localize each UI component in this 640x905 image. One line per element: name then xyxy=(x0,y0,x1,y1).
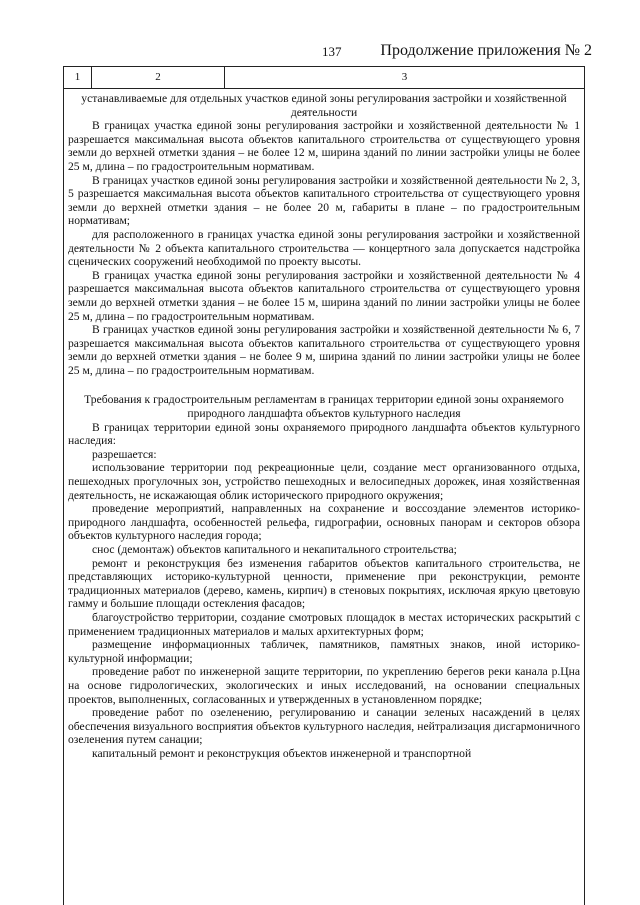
paragraph: В границах участков единой зоны регулирования застройки и хозяйственной деятельности № 6, 7 разрешается максимальная высота объектов капитального строительства от существующего уровня земли до верхней отметки здания – не более 9 м, ширина зданий по линии застройки улицы не более 25 м, длина – по градостроительным нормативам. xyxy=(68,323,580,377)
paragraph: проведение работ по инженерной защите территории, по укреплению берегов реки канала р.Цна на основе гидрологических, экологических и иных исследований, на основании специальных проектов, выполненных, согласованных и утвержденных в установленном порядке; xyxy=(68,665,580,706)
paragraph: проведение работ по озеленению, регулированию и санации зеленых насаждений в целях обеспечения визуального восприятия объектов культурного наследия, нейтрализация дисгармоничного озеленения путем санации; xyxy=(68,706,580,747)
paragraph: использование территории под рекреационные цели, создание мест организованного отдыха, пешеходных прогулочных зон, устройство пешеходных и велосипедных дорожек, иная хозяйственная деятельность, не искажающая облик исторического природного окружения; xyxy=(68,461,580,502)
section-heading-continued: устанавливаемые для отдельных участков единой зоны регулирования застройки и хозяйственной деятельности xyxy=(81,92,567,119)
paragraph: благоустройство территории, создание смотровых площадок в местах исторических раскрытий с применением традиционных материалов и малых архитектурных форм; xyxy=(68,610,580,638)
column-header-1: 1 xyxy=(64,67,92,88)
paragraph: В границах территории единой зоны охраняемого природного ландшафта объектов культурного наследия: xyxy=(68,420,580,448)
section-heading: Требования к градостроительным регламентам в границах территории единой зоны охраняемого природного ландшафта объектов культурного наследия xyxy=(84,393,564,421)
paragraph: ремонт и реконструкция без изменения габаритов объектов капитального строительства, не представляющих историко-культурной ценности, применение при реконструкции, ремонте традиционных материалов (дерево, камень, кирпич) в стеновых покрытиях, исключая яркую цветовую гамму и большие площади остекления фасадов; xyxy=(68,556,580,611)
column-header-3: 3 xyxy=(401,71,408,83)
paragraph: размещение информационных табличек, памятников, памятных знаков, иной историко-культурной информации; xyxy=(68,638,580,665)
paragraph: В границах участков единой зоны регулирования застройки и хозяйственной деятельности № 2, 3, 5 разрешается максимальная высота объектов капитального строительства от существующего уровня земли до верхней отметки здания – не более 20 м, габариты в плане – по градостроительным нормативам; xyxy=(68,173,580,228)
paragraph: В границах участка единой зоны регулирования застройки и хозяйственной деятельности № 1 разрешается максимальная высота объектов капитального строительства от существующего уровня земли до верхней отметки здания – не более 12 м, ширина зданий по линии застройки улицы не более 25 м, длина – по градостроительным нормативам. xyxy=(68,119,580,173)
paragraph: разрешается: xyxy=(92,447,157,461)
table-header-row xyxy=(64,66,584,89)
paragraph: В границах участка единой зоны регулирования застройки и хозяйственной деятельности № 4 разрешается максимальная высота объектов капитального строительства от существующего уровня земли до верхней отметки здания – не более 15 м, ширина зданий по линии застройки улицы не более 25 м, длина – по градостроительным нормативам. xyxy=(68,268,580,323)
paragraph: проведение мероприятий, направленных на сохранение и воссоздание элементов историко-природного ландшафта, особенностей рельефа, гидрографии, основных панорам и секторов обзора объектов культурного наследия города; xyxy=(68,502,580,543)
paragraph: снос (демонтаж) объектов капитального и некапитального строительства; xyxy=(92,543,457,556)
document-table xyxy=(63,66,585,905)
page-header xyxy=(300,42,592,62)
section-spacer xyxy=(68,377,580,393)
paragraph: для расположенного в границах участка единой зоны регулирования застройки и хозяйственной деятельности № 2 объекта капитального строительства — концертного зала допускается надстройка сценических сооружений необходимой по проекту высоты. xyxy=(68,227,580,269)
page-number: 137 xyxy=(322,44,342,59)
running-title: Продолжение приложения № 2 xyxy=(380,42,592,59)
paragraph: капитальный ремонт и реконструкция объектов инженерной и транспортной xyxy=(92,746,472,760)
document-body xyxy=(68,92,580,761)
column-header-2: 2 xyxy=(92,67,225,88)
